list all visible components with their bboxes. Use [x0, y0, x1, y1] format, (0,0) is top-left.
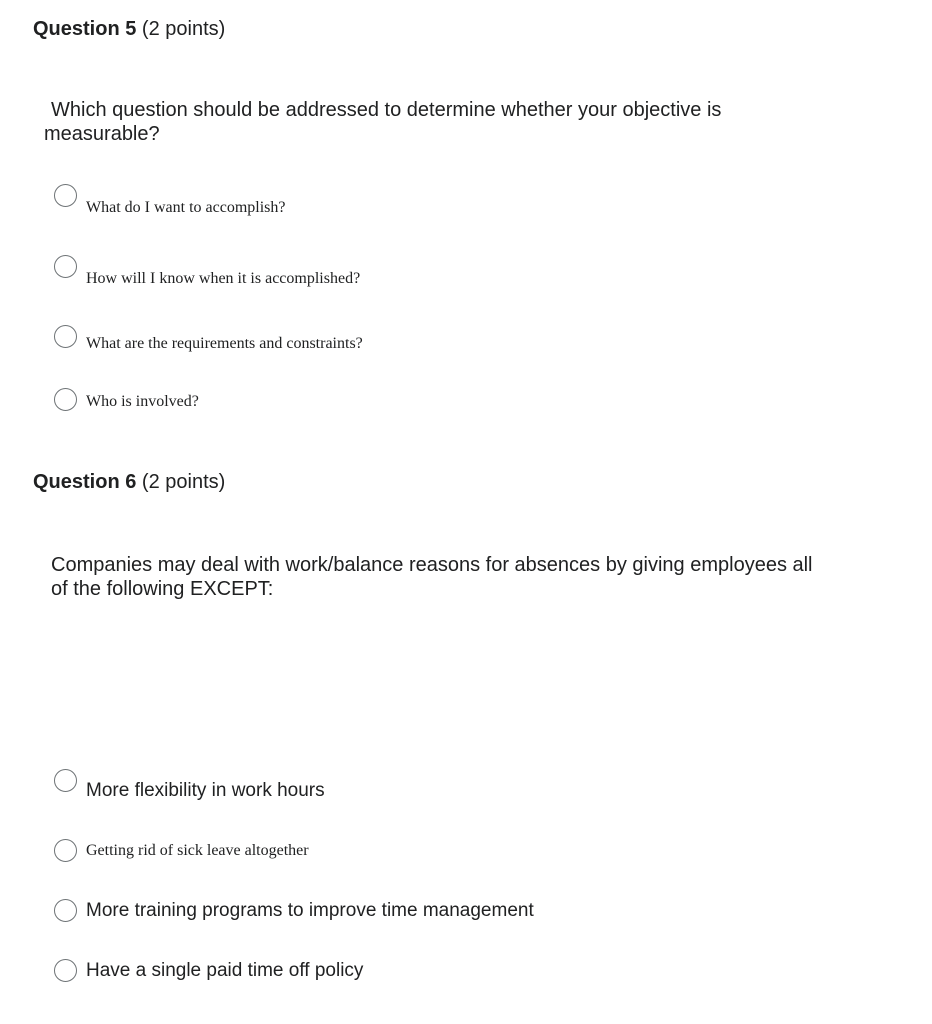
question-points: (2 points) — [141, 471, 226, 493]
question-6-heading — [33, 470, 225, 494]
q5-option-2-radio[interactable] — [54, 255, 77, 278]
question-6-prompt-line-1: Companies may deal with work/balance reasons for absences by giving employees all — [51, 554, 813, 576]
question-5-heading — [33, 17, 225, 41]
question-6-prompt-line-2: of the following EXCEPT: — [51, 578, 274, 600]
q6-option-1-radio[interactable] — [54, 769, 77, 792]
q5-option-4-radio[interactable] — [54, 388, 77, 411]
q6-option-3-label[interactable]: More training programs to improve time management — [86, 900, 534, 921]
q6-option-2-radio[interactable] — [54, 839, 77, 862]
q5-option-4-label[interactable]: Who is involved? — [86, 393, 199, 410]
q5-option-3-radio[interactable] — [54, 325, 77, 348]
question-number: Question 6 — [33, 471, 137, 493]
q6-option-4-label[interactable]: Have a single paid time off policy — [86, 960, 364, 981]
q6-option-4-radio[interactable] — [54, 959, 77, 982]
q6-option-3-radio[interactable] — [54, 899, 77, 922]
q6-option-2-label[interactable]: Getting rid of sick leave altogether — [86, 842, 309, 859]
question-5-prompt-line-2: measurable? — [44, 123, 160, 145]
question-number: Question 5 — [33, 18, 137, 40]
question-points: (2 points) — [141, 18, 226, 40]
q5-option-1-radio[interactable] — [54, 184, 77, 207]
q6-option-1-label[interactable]: More flexibility in work hours — [86, 780, 325, 801]
q5-option-3-label[interactable]: What are the requirements and constraints? — [86, 335, 363, 352]
q5-option-2-label[interactable]: How will I know when it is accomplished? — [86, 270, 361, 287]
q5-option-1-label[interactable]: What do I want to accomplish? — [86, 199, 286, 216]
question-5-prompt-line-1: Which question should be addressed to determine whether your objective is — [51, 99, 722, 121]
